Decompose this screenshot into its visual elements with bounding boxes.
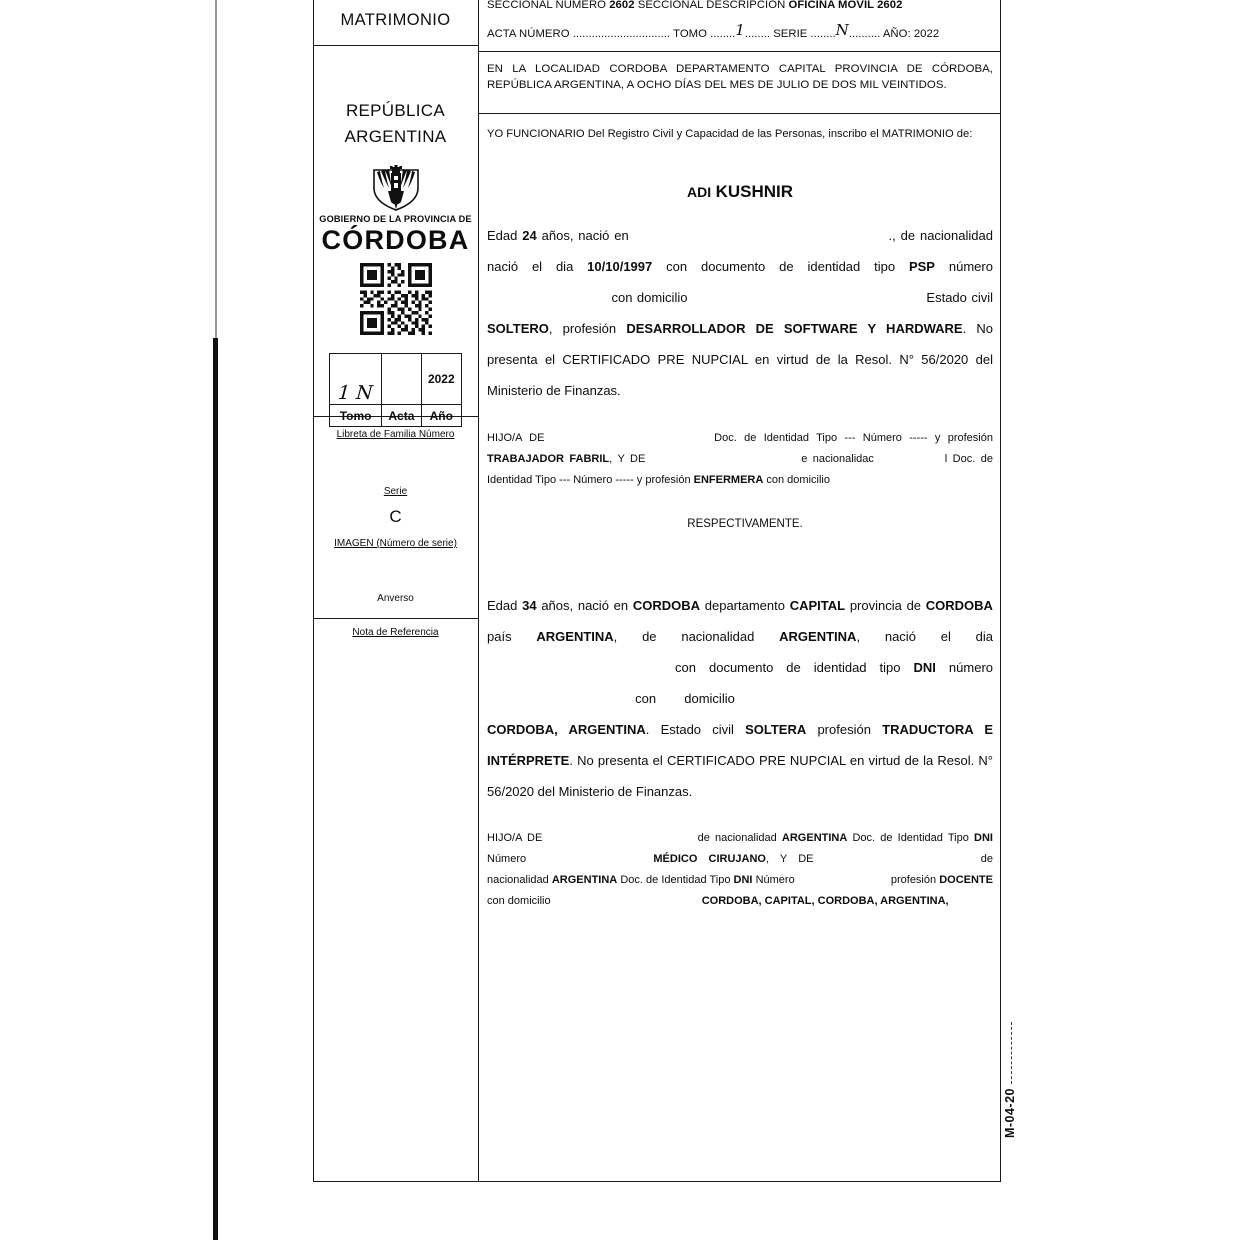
s2-doc-tipo-label: con documento de identidad tipo bbox=[675, 660, 901, 675]
s1-estado-civil-label: Estado civil bbox=[926, 290, 993, 305]
body-section bbox=[479, 114, 1001, 1182]
serie-leader-post: .......... bbox=[848, 28, 881, 40]
s2p-domicilio-part1: CORDOBA, bbox=[701, 895, 762, 907]
s2p-mother-profesion: DOCENTE bbox=[939, 874, 993, 886]
s1-edad-prefix: Edad bbox=[487, 228, 518, 243]
funcionario-intro: YO FUNCIONARIO Del Registro Civil y Capacidad de las Personas, inscribo el MATRIMONIO de: bbox=[487, 128, 973, 140]
s2p-mother-nacionalidad: ARGENTINA bbox=[551, 874, 618, 886]
seccional-descripcion-label: SECCIONAL DESCRIPCIÓN bbox=[637, 0, 786, 11]
anio-label-cell: Año bbox=[421, 405, 461, 427]
s2p-numero-label-2: Número bbox=[755, 874, 795, 886]
serie-label: Serie bbox=[383, 486, 408, 497]
acta-value-cell bbox=[382, 354, 421, 405]
s2p-doc-tipo-label-2: Doc. de Identidad Tipo bbox=[620, 874, 731, 886]
s2p-domicilio-part2: CAPITAL, CORDOBA, ARGENTINA, bbox=[764, 895, 949, 907]
s1-nacio-el-dia-label: nació el dia bbox=[487, 259, 574, 274]
s2-domicilio-value: CORDOBA, ARGENTINA bbox=[487, 722, 646, 737]
certificate-type-cell bbox=[313, 0, 478, 46]
scan-artifact-line-dark bbox=[213, 338, 218, 1240]
localidad-text: EN LA LOCALIDAD CORDOBA DEPARTAMENTO CAPITAL PROVINCIA DE CÓRDOBA, REPÚBLICA ARGENTINA, A OCHO DÍAS DEL MES DE JULIO DE DOS MIL VEINTIDOS. bbox=[487, 63, 993, 91]
s2-estado-civil: SOLTERA bbox=[745, 722, 807, 737]
s1p-y-de-label: , Y DE bbox=[609, 453, 646, 465]
country-line-2: ARGENTINA bbox=[344, 127, 447, 146]
country-line-1: REPÚBLICA bbox=[345, 101, 446, 120]
spouse1-parents bbox=[487, 428, 993, 491]
s2-provincia-label: provincia de bbox=[849, 598, 922, 613]
s2-nacionalidad: ARGENTINA bbox=[779, 629, 857, 644]
s1p-domicilio-label: con domicilio bbox=[766, 474, 830, 486]
s2p-profesion-label: profesión bbox=[890, 874, 937, 886]
emblem-cell bbox=[313, 46, 478, 423]
seccional-descripcion-value: OFICINA MOVIL 2602 bbox=[788, 0, 903, 11]
tomo-label-cell: Tomo bbox=[330, 405, 382, 427]
spouse1-details bbox=[487, 220, 993, 406]
s2p-father-doc-tipo: DNI bbox=[974, 832, 993, 844]
s1p-doc-frag3: de Identidad Tipo --- Número ----- bbox=[487, 453, 993, 486]
s2p-y-de-label: , Y DE bbox=[765, 853, 814, 865]
spouse2-parents bbox=[487, 828, 993, 912]
main-content-column bbox=[479, 0, 1001, 1182]
libreta-familia-cell bbox=[313, 417, 478, 619]
acta-numero-label: ACTA NÚMERO bbox=[487, 28, 570, 40]
serie-value: C bbox=[389, 507, 402, 526]
s1p-father-profesion: TRABAJADOR FABRIL bbox=[487, 453, 610, 465]
spouse2-block bbox=[487, 590, 993, 912]
form-code-dashed-line bbox=[1011, 1022, 1012, 1084]
s2-edad: 34 bbox=[522, 598, 537, 613]
seccional-numero-value: 2602 bbox=[609, 0, 635, 11]
s2-numero-label: número bbox=[948, 660, 993, 675]
s2p-nacionalidad-label-2: de nacionalidad bbox=[487, 853, 993, 886]
s2-edad-prefix: Edad bbox=[487, 598, 518, 613]
nota-referencia-label: Nota de Referencia bbox=[352, 627, 439, 638]
s1p-mother-profesion: ENFERMERA bbox=[693, 474, 764, 486]
s2-nacio-en-label: años, nació en bbox=[541, 598, 629, 613]
s2-domicilio-label: domicilio bbox=[684, 691, 735, 706]
s2p-mother-doc-tipo: DNI bbox=[733, 874, 753, 886]
s1-doc-tipo-label: con documento de identidad tipo bbox=[666, 259, 896, 274]
seccional-line bbox=[487, 0, 993, 13]
s2-profesion: TRADUCTORA E INTÉRPRETE bbox=[487, 722, 993, 768]
qr-code-icon bbox=[356, 263, 436, 335]
spouse1-first-name: ADI bbox=[686, 184, 712, 200]
acta-numero-leader: ............................... bbox=[572, 28, 671, 40]
s1-nacionalidad-frag: ., de nacionalidad bbox=[888, 228, 993, 243]
tomo-label: TOMO bbox=[673, 28, 707, 40]
cordoba-coat-of-arms-icon bbox=[368, 162, 424, 212]
imagen-serial-label: IMAGEN (Número de serie) bbox=[334, 538, 457, 549]
s2-departamento: CAPITAL bbox=[789, 598, 846, 613]
s1-certificado-text: . No presenta el CERTIFICADO PRE NUPCIAL en virtud de la Resol. N° 56/2020 del Ministerio de Finanzas. bbox=[487, 321, 994, 398]
s2-doc-tipo: DNI bbox=[913, 660, 936, 675]
tomo-leader-pre: ........ bbox=[710, 28, 736, 40]
s2-certificado-text: . No presenta el CERTIFICADO PRE NUPCIAL en virtud de la Resol. N° 56/2020 del Ministerio de Finanzas. bbox=[487, 753, 993, 799]
s2-provincia: CORDOBA bbox=[925, 598, 993, 613]
s2-nacionalidad-label: , de nacionalidad bbox=[613, 629, 755, 644]
s2-nacio-el-dia-label: , nació el dia bbox=[856, 629, 993, 644]
s2p-nacionalidad-label: de nacionalidad bbox=[697, 832, 777, 844]
seccional-numero-label: SECCIONAL NÚMERO bbox=[487, 0, 607, 11]
acta-label-cell: Acta bbox=[382, 405, 421, 427]
respectivamente-label: RESPECTIVAMENTE. bbox=[687, 518, 803, 530]
tomo-handwritten: 1 bbox=[735, 21, 745, 39]
s1p-profesion-label: profesión bbox=[947, 432, 993, 444]
s1-domicilio-label: con domicilio bbox=[611, 290, 688, 305]
spouse1-last-name: KUSHNIR bbox=[715, 182, 794, 201]
anio-value-cell: 2022 bbox=[421, 354, 461, 405]
s2p-hijo-label: HIJO/A DE bbox=[487, 832, 543, 844]
s1-estado-civil: SOLTERO bbox=[487, 321, 549, 336]
s1-edad-suffix: años, nació en bbox=[541, 228, 629, 243]
tomo-acta-anio-table bbox=[329, 353, 462, 427]
s1-doc-tipo: PSP bbox=[908, 259, 935, 274]
serie-label: SERIE bbox=[773, 28, 808, 40]
s1p-doc-frag1: Doc. de Identidad Tipo --- Número ----- y bbox=[714, 432, 941, 444]
sidebar-column bbox=[313, 0, 479, 1182]
s1-numero-label: número bbox=[948, 259, 993, 274]
scan-artifact-line-light bbox=[215, 0, 217, 342]
seccional-section bbox=[479, 0, 1001, 52]
s2p-numero-label: Número bbox=[487, 853, 527, 865]
s2p-father-profesion: MÉDICO CIRUJANO bbox=[653, 853, 766, 865]
s2-estado-civil-label: . Estado civil bbox=[645, 722, 734, 737]
spouse1-name bbox=[487, 182, 993, 202]
form-code-label: M-04-20 bbox=[1003, 1088, 1017, 1139]
government-label: GOBIERNO DE LA PROVINCIA DE bbox=[319, 214, 472, 224]
anverso-label: Anverso bbox=[377, 593, 414, 604]
tomo-value-cell bbox=[330, 354, 382, 405]
localidad-section bbox=[479, 52, 1001, 114]
s2-profesion-label: profesión bbox=[817, 722, 871, 737]
s1-edad: 24 bbox=[522, 228, 537, 243]
s1p-doc-frag2: l Doc. bbox=[944, 453, 976, 465]
s2-con-label: con bbox=[635, 691, 657, 706]
serie-leader-pre: ........ bbox=[810, 28, 836, 40]
spouse2-details bbox=[487, 590, 993, 807]
tomo-handwritten-value: 1 N bbox=[337, 382, 374, 404]
libreta-number-label: Libreta de Familia Número bbox=[336, 429, 455, 440]
s2-pais-label: país bbox=[487, 629, 512, 644]
s1-profesion: DESARROLLADOR DE SOFTWARE Y HARDWARE bbox=[626, 321, 963, 336]
certificate-type-label: MATRIMONIO bbox=[340, 11, 451, 29]
acta-numero-line bbox=[487, 21, 993, 42]
s2-pais: ARGENTINA bbox=[536, 629, 614, 644]
s2p-domicilio-label: con domicilio bbox=[487, 895, 551, 907]
serie-handwritten: N bbox=[835, 21, 849, 39]
nota-referencia-cell bbox=[313, 619, 478, 1182]
s1p-y-profesion-label: y profesión bbox=[636, 474, 691, 486]
s2p-doc-tipo-label: Doc. de Identidad Tipo bbox=[852, 832, 969, 844]
s1-profesion-label: , profesión bbox=[548, 321, 617, 336]
s2-departamento-label: departamento bbox=[704, 598, 785, 613]
anio-label: AÑO: 2022 bbox=[882, 28, 940, 40]
s1p-hijo-label: HIJO/A DE bbox=[487, 432, 545, 444]
tomo-leader-post: ........ bbox=[744, 28, 770, 40]
s1p-nacionalidad-frag: e nacionalidac bbox=[801, 453, 874, 465]
s1-birth-date: 10/10/1997 bbox=[587, 259, 653, 274]
s2p-father-nacionalidad: ARGENTINA bbox=[781, 832, 848, 844]
province-title: CÓRDOBA bbox=[321, 225, 470, 255]
s2-birth-city: CORDOBA bbox=[632, 598, 701, 613]
